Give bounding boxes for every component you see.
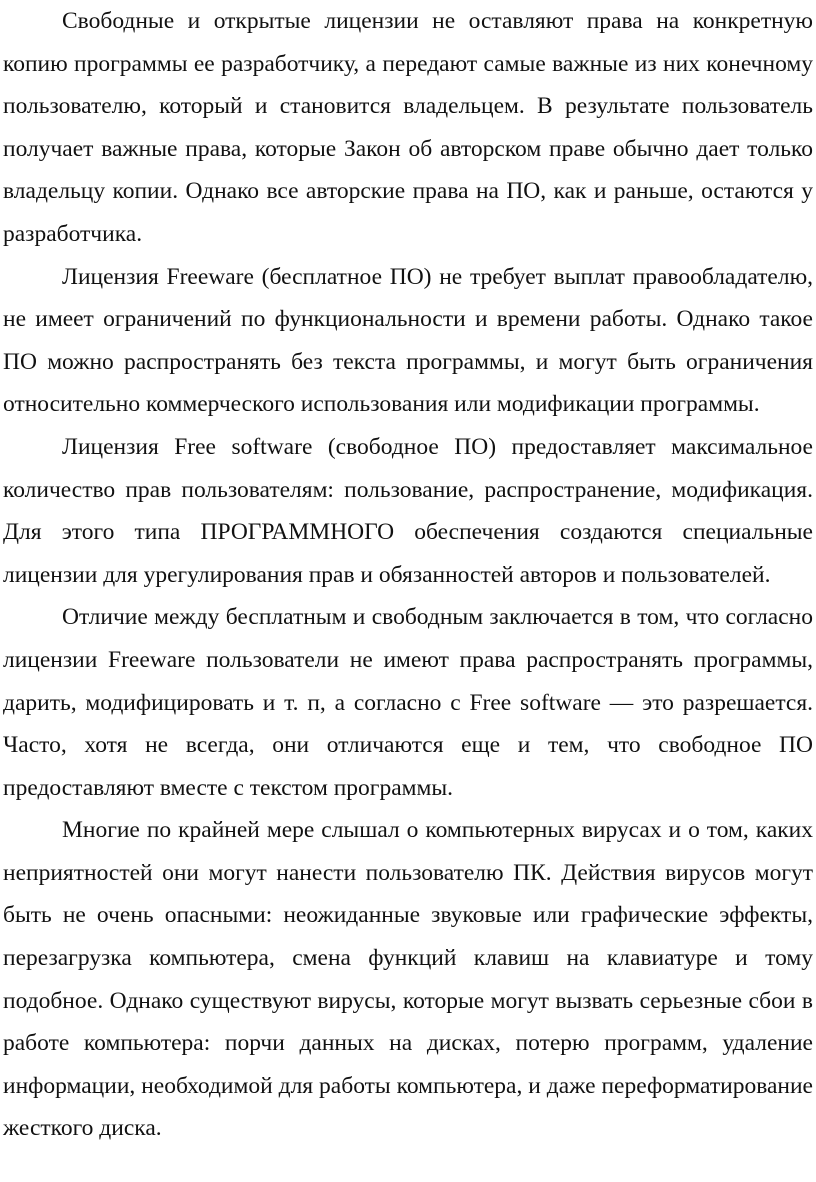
paragraph-viruses: Многие по крайней мере слышал о компьютерных вирусах и о том, каких неприятностей они могут нанести пользователю ПК. Действия вирусов могут быть не очень опасными: неожиданные звуковые или графические эффекты, перезагрузка компьютера, смена функций клавиш на клавиатуре и тому подобное. Однако существуют вирусы, которые могут вызвать серьезные сбои в работе компьютера: порчи данных на дисках, потерю программ, удаление информации, необходимой для работы компьютера, и даже переформатирование жесткого диска.: [3, 817, 813, 1142]
paragraph-freeware: Лицензия Freeware (бесплатное ПО) не требует выплат правообладателю, не имеет ограничений по функциональности и времени работы. Однако такое ПО можно распространять без текста программы, и могут быть ограничения относительно коммерческого использования или модификации программы.: [3, 263, 813, 418]
paragraph-free-software: Лицензия Free software (свободное ПО) предоставляет максимальное количество прав пользователям: пользование, распространение, модификация. Для этого типа ПРОГРАММНОГО обеспечения создаются специальные лицензии для урегулирования прав и обязанностей авторов и пользователей.: [3, 433, 813, 588]
document-page: [3, 0, 813, 1150]
paragraph-difference: Отличие между бесплатным и свободным заключается в том, что согласно лицензии Freeware пользователи не имеют права распространять программы, дарить, модифицировать и т. п, а согласно с Free software — это разрешается. Часто, хотя не всегда, они отличаются еще и тем, что свободное ПО предоставляют вместе с текстом программы.: [3, 604, 813, 801]
paragraph-open-licenses: Свободные и открытые лицензии не оставляют права на конкретную копию программы ее разработчику, а передают самые важные из них конечному пользователю, который и становится владельцем. В результате пользователь получает важные права, которые Закон об авторском праве обычно дает только владельцу копии. Однако все авторские права на ПО, как и раньше, остаются у разработчика.: [3, 8, 813, 247]
